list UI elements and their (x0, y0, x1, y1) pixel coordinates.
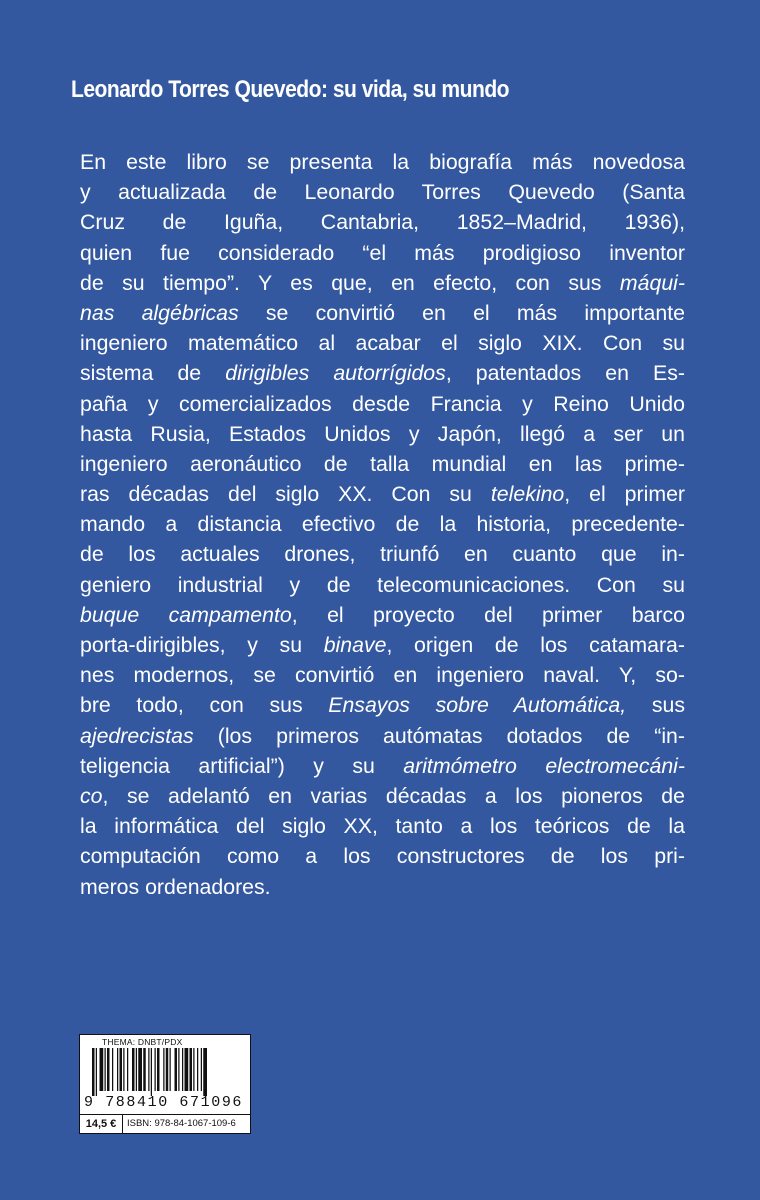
barcode-bar (155, 1048, 156, 1091)
blurb-italic-run: dirigibles autorrígidos (225, 361, 446, 386)
blurb-line (80, 147, 685, 177)
barcode-bar (148, 1048, 149, 1091)
blurb-line (80, 690, 685, 720)
blurb-text-run: bre todo, con sus (80, 693, 329, 718)
thema-code: THEMA: DNBT/PDX (102, 1037, 183, 1047)
barcode-bar (203, 1048, 207, 1096)
barcode-bars (92, 1048, 240, 1096)
barcode-bar (185, 1048, 189, 1091)
blurb-line (80, 298, 685, 328)
blurb-text-run: (los primeros autómatas dotados de “in- (193, 723, 685, 748)
blurb-text-run: ingeniero aeronáutico de talla mundial en las prime- (80, 451, 685, 476)
blurb-text-run: quien fue considerado “el más prodigioso inventor (80, 240, 685, 265)
blurb-text-run: la informática del siglo XX, tanto a los teóricos de la (80, 814, 685, 839)
blurb-text-run: meros ordenadores. (80, 874, 271, 899)
blurb-italic-run: binave (323, 633, 387, 657)
blurb-line (80, 268, 685, 298)
barcode-bar (92, 1048, 95, 1096)
blurb-text-run: , el primer (564, 482, 685, 507)
blurb-line (80, 419, 685, 449)
blurb-text-run: se convirtió en el más importante (238, 300, 685, 325)
barcode-bar (107, 1048, 110, 1091)
barcode-bar (175, 1048, 178, 1091)
blurb-text-run: En este libro se presenta la biografía más novedosa (80, 150, 685, 174)
blurb-text-run: porta-dirigibles, y su (80, 633, 324, 657)
blurb-text-run: teligencia artificial”) y su (80, 753, 404, 778)
barcode-bar (201, 1048, 202, 1091)
blurb-line (80, 872, 685, 902)
barcode-bar (136, 1048, 137, 1091)
blurb-line (80, 721, 685, 751)
blurb-line (80, 479, 685, 509)
blurb-italic-run: buque campamento (80, 602, 292, 627)
blurb-text-run: mando a distancia efectivo de la historia, precedente- (80, 512, 685, 537)
blurb-line (80, 207, 685, 237)
blurb-line (80, 389, 685, 419)
barcode-bar (163, 1048, 164, 1091)
blurb-text-run: Cruz de Iguña, Cantabria, 1852–Madrid, 1936), (80, 210, 685, 235)
blurb-line (80, 449, 685, 479)
barcode-bar (112, 1048, 113, 1091)
blurb-text-run: de los actuales drones, triunfó en cuanto que in- (80, 542, 685, 567)
blurb-line (80, 358, 685, 388)
blurb-line (80, 630, 685, 660)
book-title: Leonardo Torres Quevedo: su vida, su mundo (71, 76, 510, 103)
blurb-text-run: paña y comercializados desde Francia y Reino Unido (80, 391, 685, 416)
blurb-line (80, 600, 685, 630)
isbn: ISBN: 978-84-1067-109-6 (127, 1118, 236, 1129)
barcode-bar (193, 1048, 194, 1091)
blurb-italic-run: co (80, 783, 103, 808)
blurb-italic-run: nas algébricas (80, 300, 239, 325)
barcode-bar (170, 1048, 171, 1091)
blurb-line (80, 751, 685, 781)
blurb-text-run: hasta Rusia, Estados Unidos y Japón, llegó a ser un (80, 421, 685, 446)
blurb-text-run: ingeniero matemático al acabar el siglo XIX. Con su (80, 331, 685, 356)
blurb-text-run: computación como a los constructores de los pri- (80, 844, 685, 869)
barcode-bar (117, 1048, 118, 1091)
blurb-text-run: , origen de los catamara- (386, 633, 685, 657)
barcode-bar (105, 1048, 106, 1091)
price-row (80, 1114, 250, 1133)
barcode-bar (182, 1048, 183, 1091)
blurb-text-run: nes modernos, se convirtió en ingeniero naval. Y, so- (80, 663, 685, 688)
blurb-italic-run: aritmómetro electromecáni- (403, 753, 685, 778)
barcode-label (79, 1034, 251, 1134)
barcode-bar (96, 1048, 97, 1096)
blurb-line (80, 841, 685, 871)
book-blurb (80, 147, 685, 902)
blurb-italic-run: Ensayos sobre Automática, (328, 693, 627, 718)
blurb-line (80, 539, 685, 569)
barcode-bar (138, 1048, 142, 1091)
barcode-bar (157, 1048, 160, 1091)
blurb-italic-run: ajedrecistas (80, 723, 194, 748)
blurb-line (80, 238, 685, 268)
barcode-bar (178, 1048, 179, 1091)
barcode-bar (123, 1048, 124, 1091)
barcode-bar (132, 1048, 135, 1091)
barcode-bar (151, 1048, 152, 1096)
blurb-line (80, 811, 685, 841)
blurb-text-run: , se adelantó en varias décadas a los pioneros de (102, 783, 685, 808)
price: 14,5 € (80, 1115, 123, 1133)
blurb-text-run: de su tiempo”. Y es que, en efecto, con sus (80, 270, 620, 295)
barcode-bar (190, 1048, 193, 1091)
blurb-italic-run: telekino (490, 482, 565, 507)
blurb-text-run: y actualizada de Leonardo Torres Quevedo (Santa (80, 180, 685, 205)
blurb-line (80, 781, 685, 811)
barcode-digits: 9 788410 671096 (84, 1094, 244, 1111)
barcode-bar (120, 1048, 123, 1091)
blurb-text-run: geniero industrial y de telecomunicaciones. Con su (80, 572, 685, 597)
blurb-line (80, 509, 685, 539)
blurb-text-run: , patentados en Es- (445, 361, 685, 386)
blurb-line (80, 570, 685, 600)
barcode-bar (127, 1048, 128, 1091)
blurb-line (80, 177, 685, 207)
blurb-text-run: sistema de (80, 361, 226, 386)
blurb-text-run: , el proyecto del primer barco (291, 602, 685, 627)
blurb-text-run: sus (626, 693, 685, 718)
blurb-italic-run: máqui- (619, 270, 685, 295)
barcode-bar (143, 1048, 146, 1091)
barcode-bar (197, 1048, 198, 1091)
blurb-line (80, 660, 685, 690)
blurb-text-run: ras décadas del siglo XX. Con su (80, 482, 491, 507)
barcode-bar (100, 1048, 104, 1091)
blurb-line (80, 328, 685, 358)
barcode-bar (166, 1048, 169, 1091)
